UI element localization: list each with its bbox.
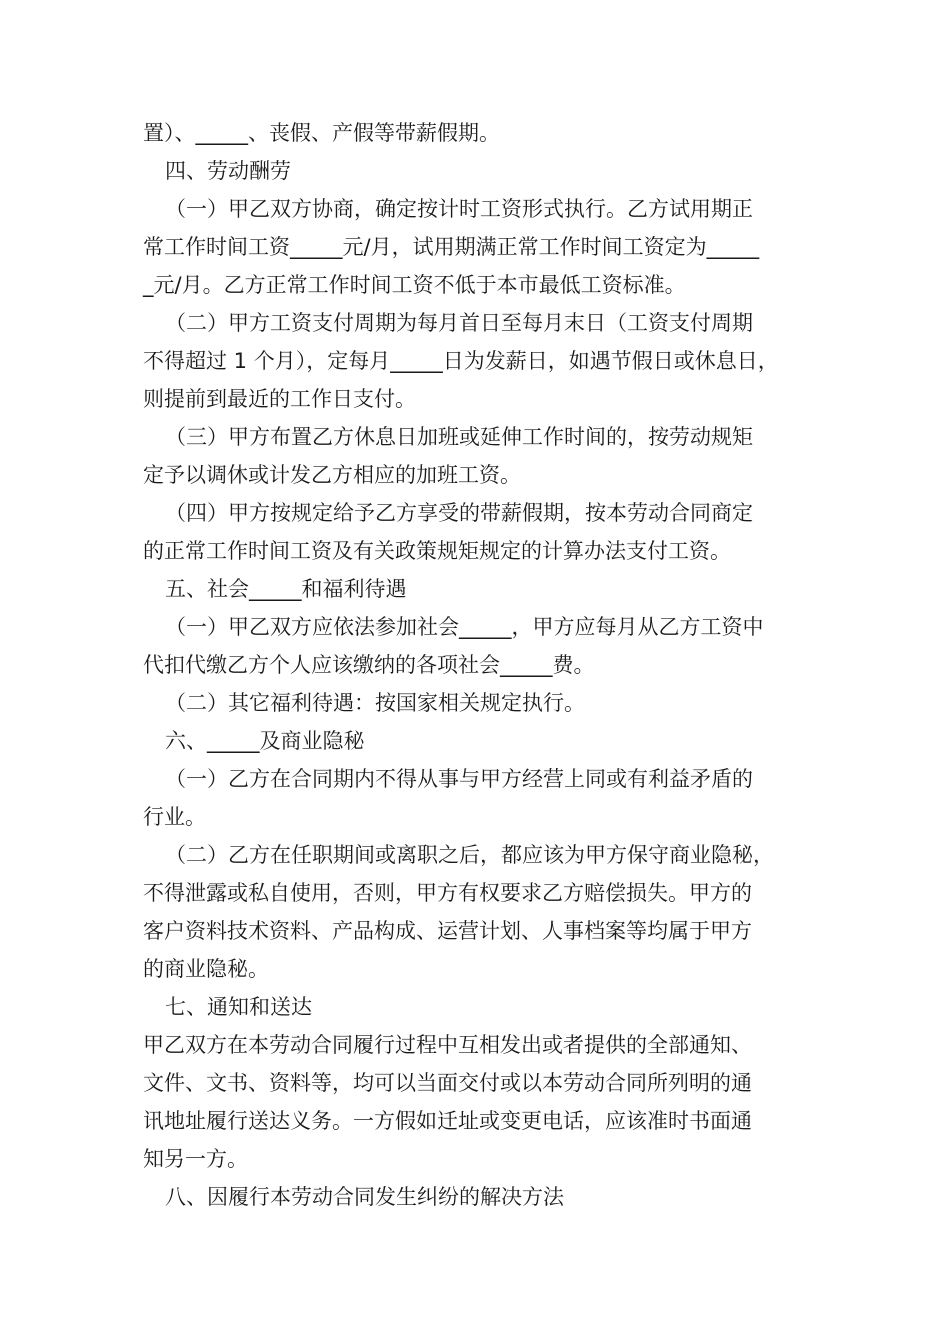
text-line: （一）乙方在合同期内不得从事与甲方经营上同或有利益矛盾的	[165, 767, 753, 791]
text-line: 置）、_____、丧假、产假等带薪假期。	[143, 121, 500, 145]
text-line: 讯地址履行送达义务。一方假如迁址或变更电话，应该准时书面通	[143, 1109, 752, 1133]
section-heading: 八、因履行本劳动合同发生纠纷的解决方法	[165, 1185, 564, 1209]
text-line: 常工作时间工资_____元/月，试用期满正常工作时间工资定为_____	[143, 235, 760, 259]
text-line: （四）甲方按规定给予乙方享受的带薪假期，按本劳动合同商定	[165, 501, 753, 525]
text-line: 代扣代缴乙方个人应该缴纳的各项社会_____费。	[143, 653, 595, 677]
section-heading: 七、通知和送达	[165, 995, 312, 1019]
text-line: 定予以调休或计发乙方相应的加班工资。	[143, 463, 521, 487]
section-heading: 四、劳动酬劳	[165, 159, 291, 183]
section-heading: 五、社会_____和福利待遇	[165, 577, 407, 601]
text-line: 知另一方。	[143, 1147, 248, 1171]
text-line: 不得超过 1 个月），定每月_____日为发薪日，如遇节假日或休息日，	[143, 349, 779, 373]
text-line: 则提前到最近的工作日支付。	[143, 387, 416, 411]
text-line: 的正常工作时间工资及有关政策规矩规定的计算办法支付工资。	[143, 539, 731, 563]
text-line: （一）甲乙双方应依法参加社会_____，甲方应每月从乙方工资中	[165, 615, 764, 639]
section-heading: 六、_____及商业隐秘	[165, 729, 365, 753]
text-line: 客户资料技术资料、产品构成、运营计划、人事档案等均属于甲方	[143, 919, 752, 943]
text-line: 不得泄露或私自使用，否则，甲方有权要求乙方赔偿损失。甲方的	[143, 881, 752, 905]
text-line: （三）甲方布置乙方休息日加班或延伸工作时间的，按劳动规矩	[165, 425, 753, 449]
text-line: _元/月。乙方正常工作时间工资不低于本市最低工资标准。	[143, 273, 686, 297]
text-line: 文件、文书、资料等，均可以当面交付或以本劳动合同所列明的通	[143, 1071, 752, 1095]
text-line: 的商业隐秘。	[143, 957, 269, 981]
text-line: （一）甲乙双方协商，确定按计时工资形式执行。乙方试用期正	[165, 197, 753, 221]
text-line: （二）其它福利待遇：按国家相关规定执行。	[165, 691, 585, 715]
document-body	[143, 118, 813, 1212]
text-line: 行业。	[143, 805, 206, 829]
text-line: （二）甲方工资支付周期为每月首日至每月末日（工资支付周期	[165, 311, 753, 335]
text-line: （二）乙方在任职期间或离职之后，都应该为甲方保守商业隐秘，	[165, 843, 774, 867]
text-line: 甲乙双方在本劳动合同履行过程中互相发出或者提供的全部通知、	[143, 1033, 752, 1057]
